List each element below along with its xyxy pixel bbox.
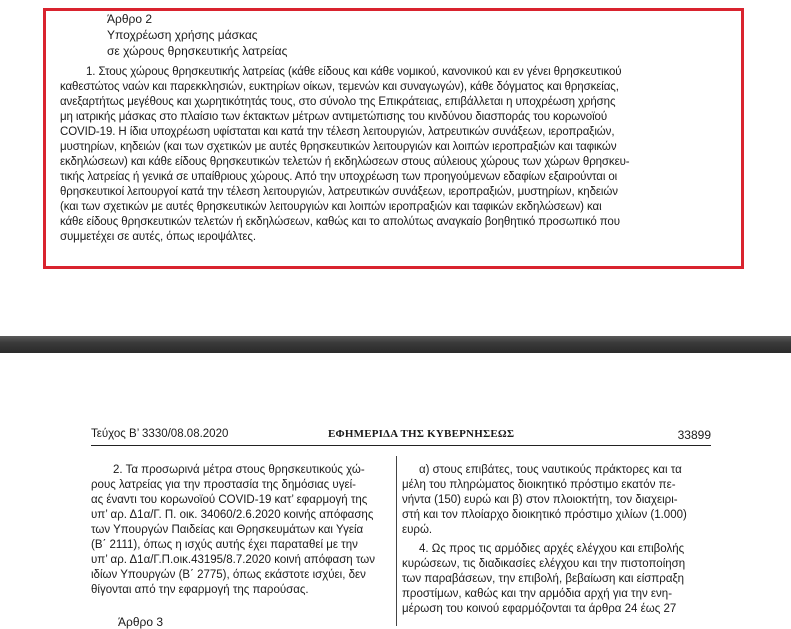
column-line: θίγονται από την εφαρμογή της παρούσας. [91,584,309,596]
column-line: 4. Ως προς τις αρμόδιες αρχές ελέγχου και επιβολής [419,543,685,555]
column-line: των παραβάσεων, την επιβολή, βεβαίωση και είσπραξη [402,573,685,585]
article-title-line-2: σε χώρους θρησκευτικής λατρείας [107,44,288,58]
paragraph-line: COVID-19. Η ίδια υποχρέωση υφίσταται και κατά την τέλεση λειτουργιών, λατρευτικών συνάξεων, ιεροπραξιών, [60,126,615,138]
column-line: υπ’ αρ. Δ1α/Γ. Π. οικ. 34060/2.6.2020 κοινής απόφασης [91,509,374,521]
column-line: μέρωση του κοινού εφαρμόζονται τα άρθρα 24 έως 27 [402,603,677,615]
column-line: υπ’ αρ. Δ1α/Γ.Π.οικ.43195/8.7.2020 κοινή απόφαση των [91,554,375,566]
column-line: ας έναντι του κορωνοϊού COVID-19 κατ’ εφαρμογή της [91,494,368,506]
page-number: 33899 [677,428,711,442]
gazette-title: ΕΦΗΜΕΡΙΔΑ ΤΗΣ ΚΥΒΕΡΝΗΣΕΩΣ [328,428,515,440]
column-line: κυρώσεων, τις διαδικασίες ελέγχου και την πιστοποίηση [402,558,686,570]
column-line: των Υπουργών Παιδείας και Θρησκευμάτων και Υγεία [91,524,364,536]
column-line: 2. Τα προσωρινά μέτρα στους θρησκευτικούς χώ- [113,464,365,476]
column-line: μέλη του πληρώματος διοικητικό πρόστιμο εκατόν πε- [402,479,676,491]
column-line: α) στους επιβάτες, τους ναυτικούς πράκτορες και τα [419,464,682,476]
page-separator [0,336,791,353]
column-line: ιδίων Υπουργών (Β΄ 2775), όπως εκάστοτε ισχύει, δεν [91,569,366,581]
running-header [91,428,711,444]
column-line: νήντα (150) ευρώ και β) στον πλοιοκτήτη, τον διαχειρι- [402,494,678,506]
column-line: (Β΄ 2111), όπως η ισχύς αυτής έχει παραταθεί με την [91,539,358,551]
paragraph-line: ανεξαρτήτως μεγέθους και χωρητικότητάς τους, στο σύνολο της Επικράτειας, επιβάλλεται η υποχρέωση χρήσης [60,96,616,108]
paragraph-line: μη ιατρικής μάσκας στο πλαίσιο των έκτακτων μέτρων αντιμετώπισης του κινδύνου διασποράς του κορωνοϊού [60,111,608,123]
paragraph-line: συμμετέχει σε αυτές, όπως ιεροψάλτες. [60,231,256,243]
column-line: στή και τον πλοίαρχο διοικητικό πρόστιμο χιλίων (1.000) [402,509,687,521]
next-article-heading: Άρθρο 3 [118,615,164,629]
column-line: ρους λατρείας για την προστασία της δημόσιας υγεί- [91,479,356,491]
paragraph-line: μυστηρίων, κηδειών (και των σχετικών με αυτές θρησκευτικών λειτουργιών και λοιπών ιεροπραξιών και ταφικών [60,141,617,153]
header-rule [91,445,711,446]
article-title-line-1: Υποχρέωση χρήσης μάσκας [107,28,258,42]
paragraph-line: 1. Στους χώρους θρησκευτικής λατρείας (κάθε είδους και κάθε νομικού, κανονικού και εν γένει θρησκευτικού [86,66,622,78]
paragraph-line: (και των σχετικών με αυτές θρησκευτικών λειτουργιών και λοιπών ιεροπραξιών και ταφικών εκδηλώσεων) και [60,201,602,213]
column-line: προστίμων, καθώς και την αρμόδια αρχή για την ενη- [402,588,673,600]
highlight-box [43,8,744,269]
issue-number: Τεύχος Β’ 3330/08.08.2020 [91,428,229,440]
column-divider [396,456,397,626]
paragraph-line: εκδηλώσεων) και κάθε είδους θρησκευτικών τελετών ή εκδηλώσεων στους αύλειους χώρους των χώρων θρησκευ- [60,156,630,168]
paragraph-line: θρησκευτικοί λειτουργοί κατά την τέλεση λειτουργιών, λατρευτικών συνάξεων, ιεροπραξιών, μυστηρίων, κηδειών [60,186,618,198]
paragraph-line: τικής λατρείας ή γενικά σε υπαίθριους χώρους. Από την υποχρέωση των προηγούμενων εδαφίων εξαιρούνται οι [60,171,618,183]
article-number: Άρθρο 2 [107,12,153,26]
paragraph-line: καθεστώτος ναών και παρεκκλησιών, ευκτηρίων οίκων, τεμενών και συναγωγών), κάθε δόγματος και θρησκείας, [60,81,619,93]
column-line: ευρώ. [402,524,433,536]
paragraph-line: κάθε είδους θρησκευτικών τελετών ή εκδηλώσεων, καθώς και το απολύτως αναγκαίο βοηθητικό προσωπικό που [60,216,620,228]
document-page-lower [0,353,791,629]
